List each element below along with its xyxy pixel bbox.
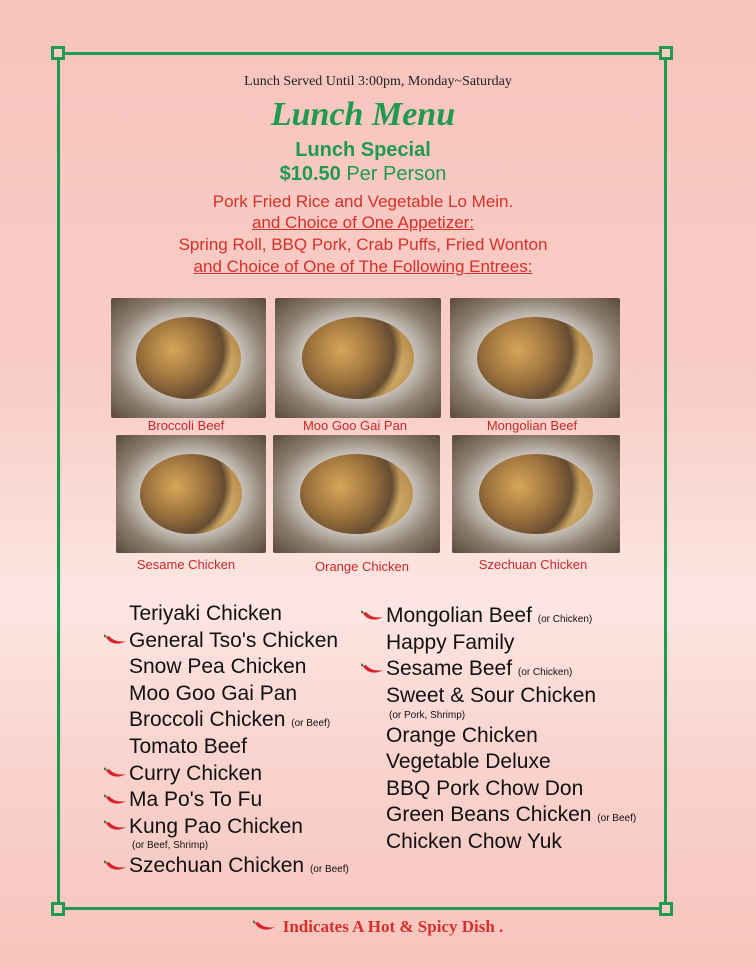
chili-pepper-icon [104, 767, 128, 779]
menu-item: Kung Pao Chicken [129, 815, 303, 838]
menu-item: Szechuan Chicken (or Beef) [129, 854, 349, 877]
chili-pepper-icon [104, 794, 128, 806]
menu-item: Sesame Beef (or Chicken) [386, 657, 573, 680]
chili-pepper-icon [104, 860, 128, 872]
menu-item: General Tso's Chicken [129, 629, 339, 652]
menu-item-note: (or Beef) [309, 864, 349, 875]
chili-pepper-icon [361, 663, 385, 675]
corner-ornament [51, 902, 65, 916]
dish-photo [452, 435, 620, 553]
chili-pepper-icon [104, 820, 128, 832]
price-line [0, 163, 726, 186]
menu-item-note: (or Beef, Shrimp) [132, 840, 209, 851]
corner-ornament [659, 46, 673, 60]
corner-ornament [659, 902, 673, 916]
menu-item-note: (or Chicken) [517, 667, 573, 678]
chili-pepper-icon [253, 920, 277, 932]
description-line-2: and Choice of One Appetizer: [251, 213, 475, 232]
dish-photo [450, 298, 620, 418]
legend-text: Indicates A Hot & Spicy Dish . [282, 917, 504, 936]
description-line-4: and Choice of One of The Following Entrees: [193, 257, 533, 276]
photo-caption: Szechuan Chicken [478, 557, 588, 572]
menu-item: Sweet & Sour Chicken [386, 684, 597, 707]
special-heading: Lunch Special [295, 139, 431, 161]
menu-item: Curry Chicken [129, 762, 263, 785]
menu-item: Ma Po's To Fu [129, 788, 263, 811]
dish-photo [273, 435, 440, 553]
serving-hours: Lunch Served Until 3:00pm, Monday~Saturday [244, 74, 512, 89]
menu-item-note: (or Pork, Shrimp) [389, 710, 466, 721]
menu-item: BBQ Pork Chow Don [386, 777, 584, 800]
menu-item: Mongolian Beef (or Chicken) [386, 604, 593, 627]
menu-item-note: (or Beef) [291, 718, 331, 729]
page-title: Lunch Menu [270, 96, 456, 133]
menu-item: Orange Chicken [386, 724, 538, 747]
photo-caption: Orange Chicken [315, 559, 409, 574]
chili-pepper-icon [361, 610, 385, 622]
price-suffix: Per Person [340, 163, 447, 185]
menu-item-note: (or Chicken) [537, 614, 593, 625]
menu-item: Green Beans Chicken (or Beef) [386, 803, 637, 826]
spicy-legend [0, 917, 756, 937]
menu-item: Vegetable Deluxe [386, 750, 551, 773]
price: $10.50 [279, 163, 341, 185]
photo-caption: Broccoli Beef [147, 418, 225, 433]
menu-item: Happy Family [386, 631, 515, 654]
menu-item: Broccoli Chicken (or Beef) [129, 708, 331, 731]
dish-photo [116, 435, 266, 553]
photo-caption: Mongolian Beef [486, 418, 578, 433]
menu-item-note: (or Beef) [597, 813, 637, 824]
menu-item: Chicken Chow Yuk [386, 830, 562, 853]
menu-item: Moo Goo Gai Pan [129, 682, 298, 705]
description-line-1: Pork Fried Rice and Vegetable Lo Mein. [212, 192, 514, 211]
chili-pepper-icon [104, 634, 128, 646]
corner-ornament [51, 46, 65, 60]
photo-caption: Sesame Chicken [136, 557, 236, 572]
menu-item: Snow Pea Chicken [129, 655, 307, 678]
dish-photo [111, 298, 266, 418]
menu-item: Teriyaki Chicken [129, 602, 282, 625]
dish-photo [275, 298, 441, 418]
description-line-3: Spring Roll, BBQ Pork, Crab Puffs, Fried Wonton [178, 235, 548, 254]
menu-item: Tomato Beef [129, 735, 247, 758]
photo-caption: Moo Goo Gai Pan [302, 418, 408, 433]
